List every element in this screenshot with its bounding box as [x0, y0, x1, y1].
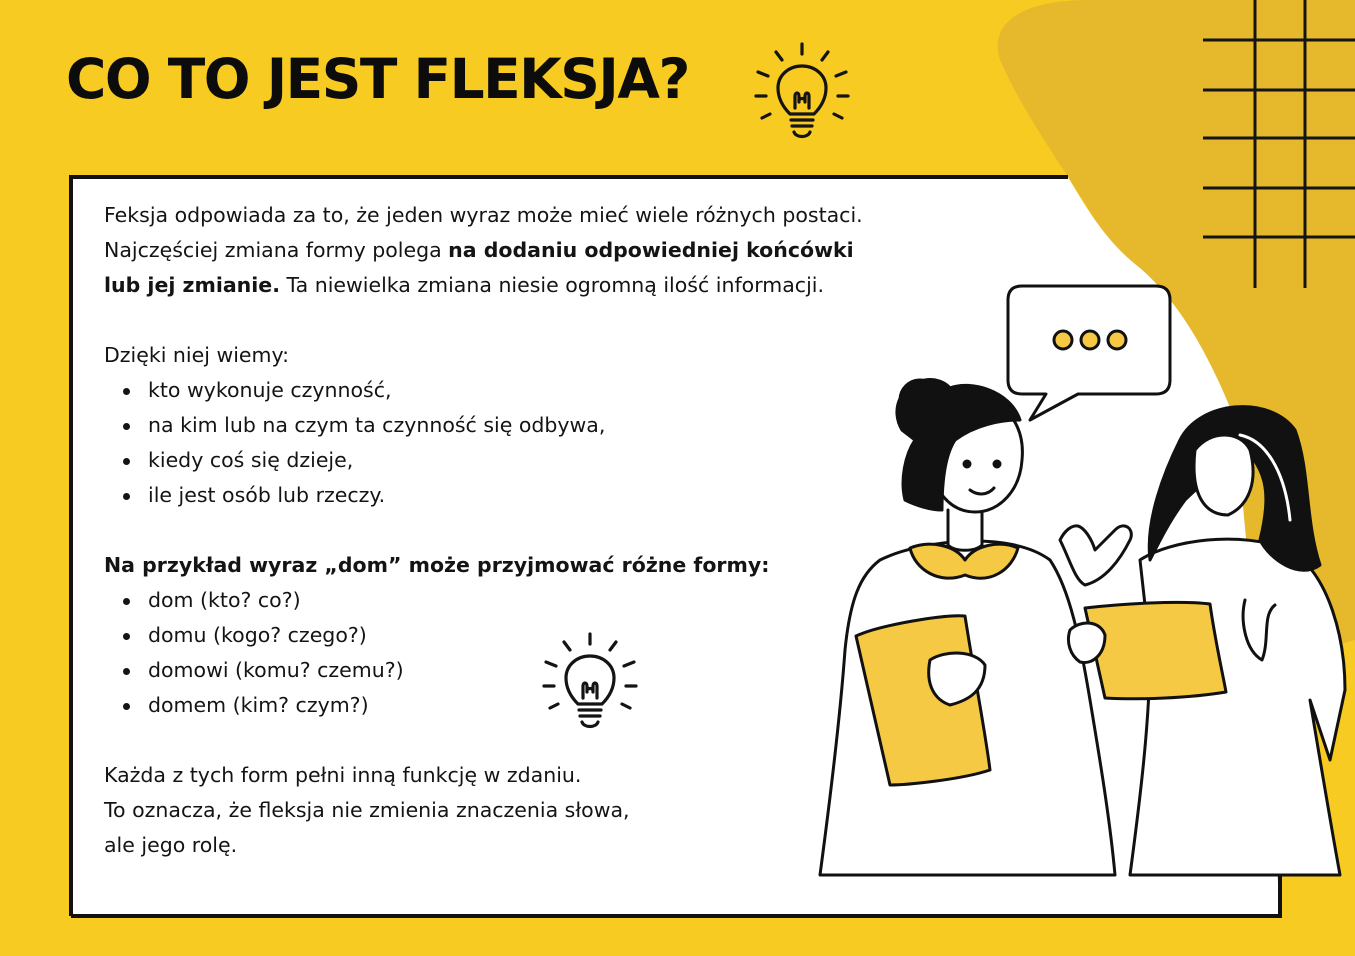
intro-line-2-pre: Najczęściej zmiana formy polega	[104, 238, 449, 262]
conclusion-paragraph	[104, 758, 1064, 863]
example-heading: Na przykład wyraz „dom” może przyjmować różne formy:	[104, 553, 770, 577]
list-item: domowi (komu? czemu?)	[104, 653, 1064, 688]
intro-line-3-post: Ta niewielka zmiana niesie ogromną ilość informacji.	[280, 273, 824, 297]
page-title: CO TO JEST FLEKSJA?	[66, 47, 689, 111]
knowledge-lead: Dzięki niej wiemy:	[104, 343, 290, 367]
tablet-right	[1085, 602, 1226, 698]
intro-line-1: Feksja odpowiada za to, że jeden wyraz może mieć wiele różnych postaci.	[104, 203, 863, 227]
intro-line-3-bold: lub jej zmianie.	[104, 273, 280, 297]
list-item: domem (kim? czym?)	[104, 688, 1064, 723]
conclusion-line-1: Każda z tych form pełni inną funkcję w zdaniu.	[104, 763, 582, 787]
list-item: kiedy coś się dzieje,	[104, 443, 1064, 478]
list-item: ile jest osób lub rzeczy.	[104, 478, 1064, 513]
intro-line-2-bold: na dodaniu odpowiedniej końcówki	[448, 238, 854, 262]
list-item: dom (kto? co?)	[104, 583, 1064, 618]
list-item: domu (kogo? czego?)	[104, 618, 1064, 653]
conclusion-line-3: ale jego rolę.	[104, 833, 238, 857]
list-item: kto wykonuje czynność,	[104, 373, 1064, 408]
knowledge-list	[104, 373, 1064, 513]
right-woman-body	[1130, 539, 1345, 875]
lightbulb-icon	[540, 632, 640, 732]
list-item: na kim lub na czym ta czynność się odbywa,	[104, 408, 1064, 443]
main-text	[104, 198, 1064, 863]
conclusion-line-2: To oznacza, że fleksja nie zmienia znaczenia słowa,	[104, 798, 630, 822]
intro-paragraph	[104, 198, 1064, 303]
